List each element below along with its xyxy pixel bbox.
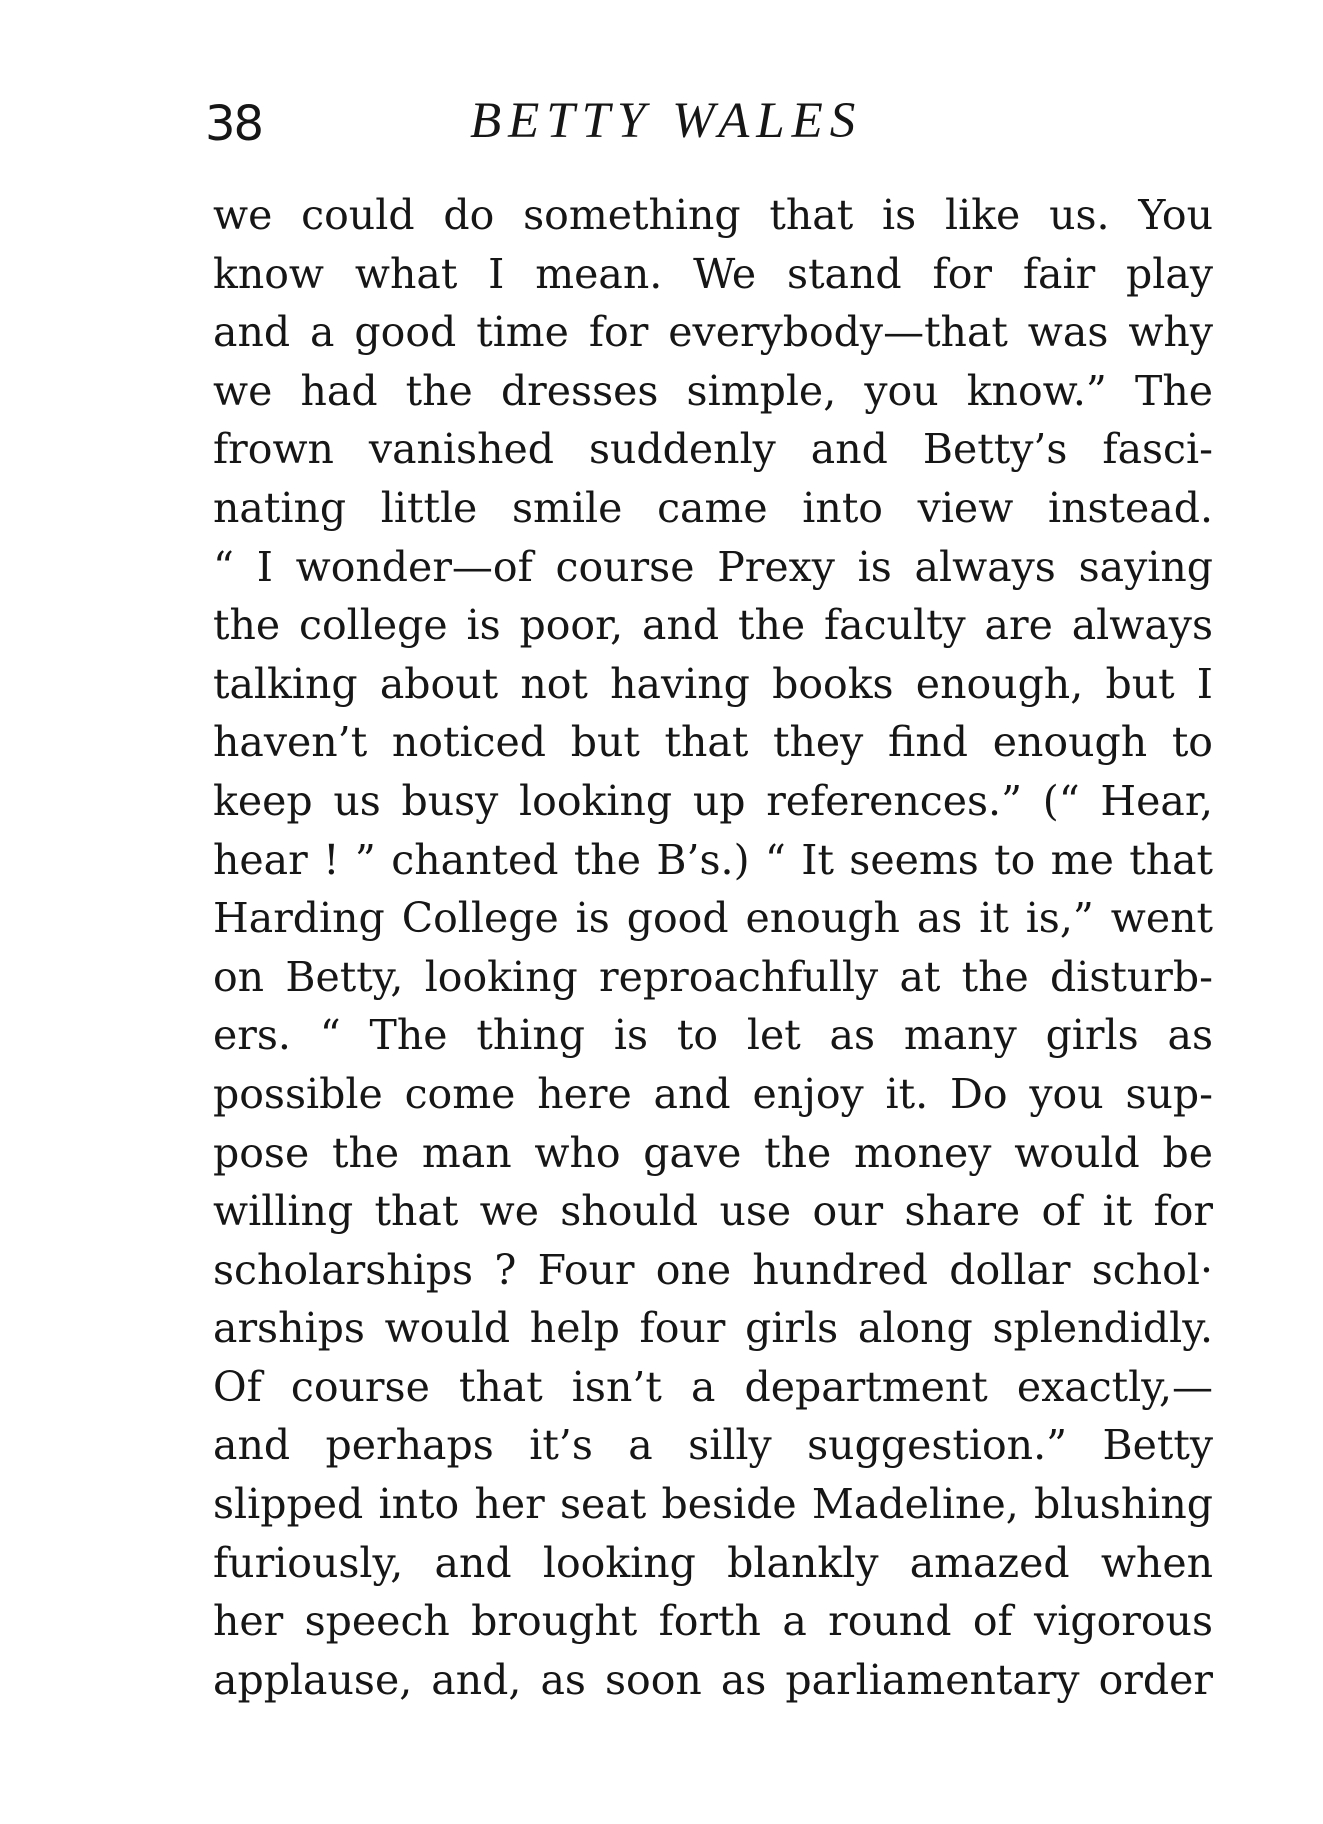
text-line: talking about not having books enough, but I (213, 659, 1213, 708)
text-line: applause, and, as soon as parliamentary order (213, 1655, 1213, 1704)
text-line: furiously, and looking blankly amazed when (213, 1538, 1213, 1587)
text-line: and perhaps it’s a silly suggestion.” Betty (213, 1421, 1213, 1470)
text-line: haven’t noticed but that they find enough to (213, 718, 1213, 767)
body-text (213, 186, 1213, 1709)
page-number: 38 (205, 96, 263, 152)
text-line: “ I wonder—of course Prexy is always saying (213, 542, 1213, 591)
text-line: possible come here and enjoy it. Do you sup- (213, 1069, 1213, 1118)
text-line: and a good time for everybody—that was why (213, 308, 1213, 357)
text-line: willing that we should use our share of it for (213, 1187, 1213, 1236)
page-header (205, 92, 985, 164)
text-line: Harding College is good enough as it is,” went (213, 894, 1213, 943)
text-line: on Betty, looking reproachfully at the disturb- (213, 952, 1213, 1001)
text-line: her speech brought forth a round of vigorous (213, 1597, 1213, 1646)
running-title: BETTY WALES (470, 93, 863, 149)
text-line: pose the man who gave the money would be (213, 1128, 1213, 1177)
text-line: nating little smile came into view instead. (213, 483, 1213, 532)
text-line: we could do something that is like us. You (213, 191, 1213, 239)
text-line: we had the dresses simple, you know.” The (213, 366, 1213, 415)
text-line: slipped into her seat beside Madeline, blushing (213, 1480, 1213, 1529)
text-line: frown vanished suddenly and Betty’s fasci- (213, 425, 1213, 474)
text-line: hear ! ” chanted the B’s.) “ It seems to me that (213, 835, 1213, 884)
text-line: scholarships ? Four one hundred dollar schol· (213, 1245, 1213, 1294)
text-line: keep us busy looking up references.” (“ Hear, (213, 776, 1213, 825)
text-line: Of course that isn’t a department exactly,— (213, 1362, 1213, 1411)
text-line: arships would help four girls along splendidly. (213, 1304, 1213, 1353)
text-line: ers. “ The thing is to let as many girls as (213, 1011, 1213, 1060)
text-line: the college is poor, and the faculty are always (213, 601, 1213, 650)
text-line: know what I mean. We stand for fair play (213, 249, 1213, 298)
